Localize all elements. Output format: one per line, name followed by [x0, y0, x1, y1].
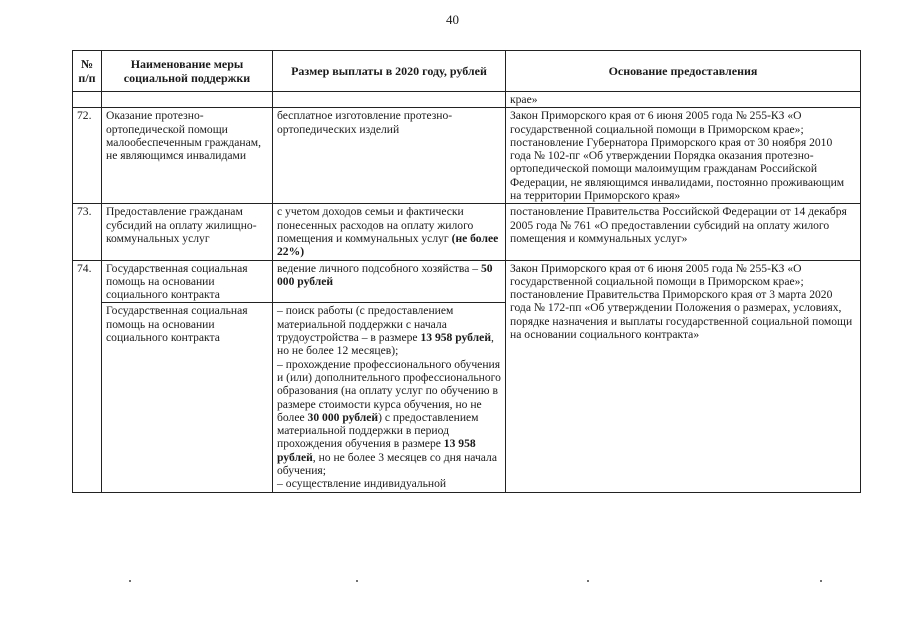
social-support-table [72, 50, 861, 493]
table-header-row [73, 51, 861, 92]
amount-text: ) с предоставлением материальной поддержки в период прохождения обучения в размере [277, 410, 479, 451]
amount-sum: 13 958 рублей [420, 331, 492, 345]
header-measure: Наименование меры социальной поддержки [102, 51, 273, 92]
amount-text: с учетом доходов семьи и фактически понесенных расходов на оплату жилого помещения и коммунальных услуг [277, 205, 474, 245]
scan-dot [820, 580, 822, 582]
amount-sum: 50 000 рублей [277, 261, 493, 288]
row-amount [273, 303, 506, 492]
amount-text: – прохождение профессионального обучения и (или) дополнительного профессионального образования (на оплату услуг по обучению в размере стоимости курса обучения, но не более [277, 357, 501, 424]
scan-dot [356, 580, 358, 582]
row-measure: Государственная социальная помощь на основании социального контракта [102, 303, 273, 492]
row-amount [273, 204, 506, 260]
page-number: 40 [446, 12, 459, 27]
amount-text: , но не более 3 месяцев со дня начала обучения; [277, 450, 497, 478]
table-row [73, 260, 861, 303]
header-basis: Основание предоставления [506, 51, 861, 92]
amount-sum: 30 000 рублей [307, 410, 379, 424]
row-basis: Закон Приморского края от 6 июня 2005 года № 255-КЗ «О государственной социальной помощи в Приморском крае»; постановление Губернатора Приморского края от 30 ноября 2010 года № 102-пг «Об утверждении Порядка оказания протезно-ортопедической помощи малоимущим гражданам Российской Федерации, не являющимся инвалидами, постоянно проживающим на территории Приморского края» [506, 108, 861, 204]
row-measure: Государственная социальная помощь на основании социального контракта [102, 260, 273, 303]
row-basis: Закон Приморского края от 6 июня 2005 года № 255-КЗ «О государственной социальной помощи в Приморском крае»; постановление Правительства Приморского края от 3 марта 2020 года № 172-пп «Об утверждении Положения о размерах, условиях, порядке назначения и выплаты государственной социальной помощи на основании социального контракта» [506, 260, 861, 492]
table-row [73, 108, 861, 204]
scan-dot [129, 580, 131, 582]
row-amount [273, 260, 506, 303]
header-amount: Размер выплаты в 2020 году, рублей [273, 51, 506, 92]
table-row [73, 204, 861, 260]
continuation-basis: крае» [506, 92, 861, 108]
row-measure: Оказание протезно-ортопедической помощи малообеспеченным гражданам, не являющимся инвалидами [102, 108, 273, 204]
scan-dot [587, 580, 589, 582]
row-amount: бесплатное изготовление протезно-ортопедических изделий [273, 108, 506, 204]
amount-text: – поиск работы (с предоставлением материальной поддержки с начала трудоустройства – в размере [277, 304, 454, 345]
row-number: 74. [73, 260, 102, 492]
row-number: 73. [73, 204, 102, 260]
amount-limit: (не более 22%) [277, 231, 499, 259]
row-basis: постановление Правительства Российской Федерации от 14 декабря 2005 года № 761 «О предоставлении субсидий на оплату жилого помещения и коммунальных услуг» [506, 204, 861, 260]
scan-artifacts [0, 580, 905, 586]
continuation-row [73, 92, 861, 108]
amount-text: – осуществление индивидуальной [277, 477, 447, 491]
row-measure: Предоставление гражданам субсидий на оплату жилищно-коммунальных услуг [102, 204, 273, 260]
row-number: 72. [73, 108, 102, 204]
header-num: № п/п [73, 51, 102, 92]
amount-text: ведение личного подсобного хозяйства – [277, 261, 481, 275]
amount-text: , но не более 12 месяцев); [277, 331, 494, 358]
amount-sum: 13 958 рублей [277, 437, 476, 464]
